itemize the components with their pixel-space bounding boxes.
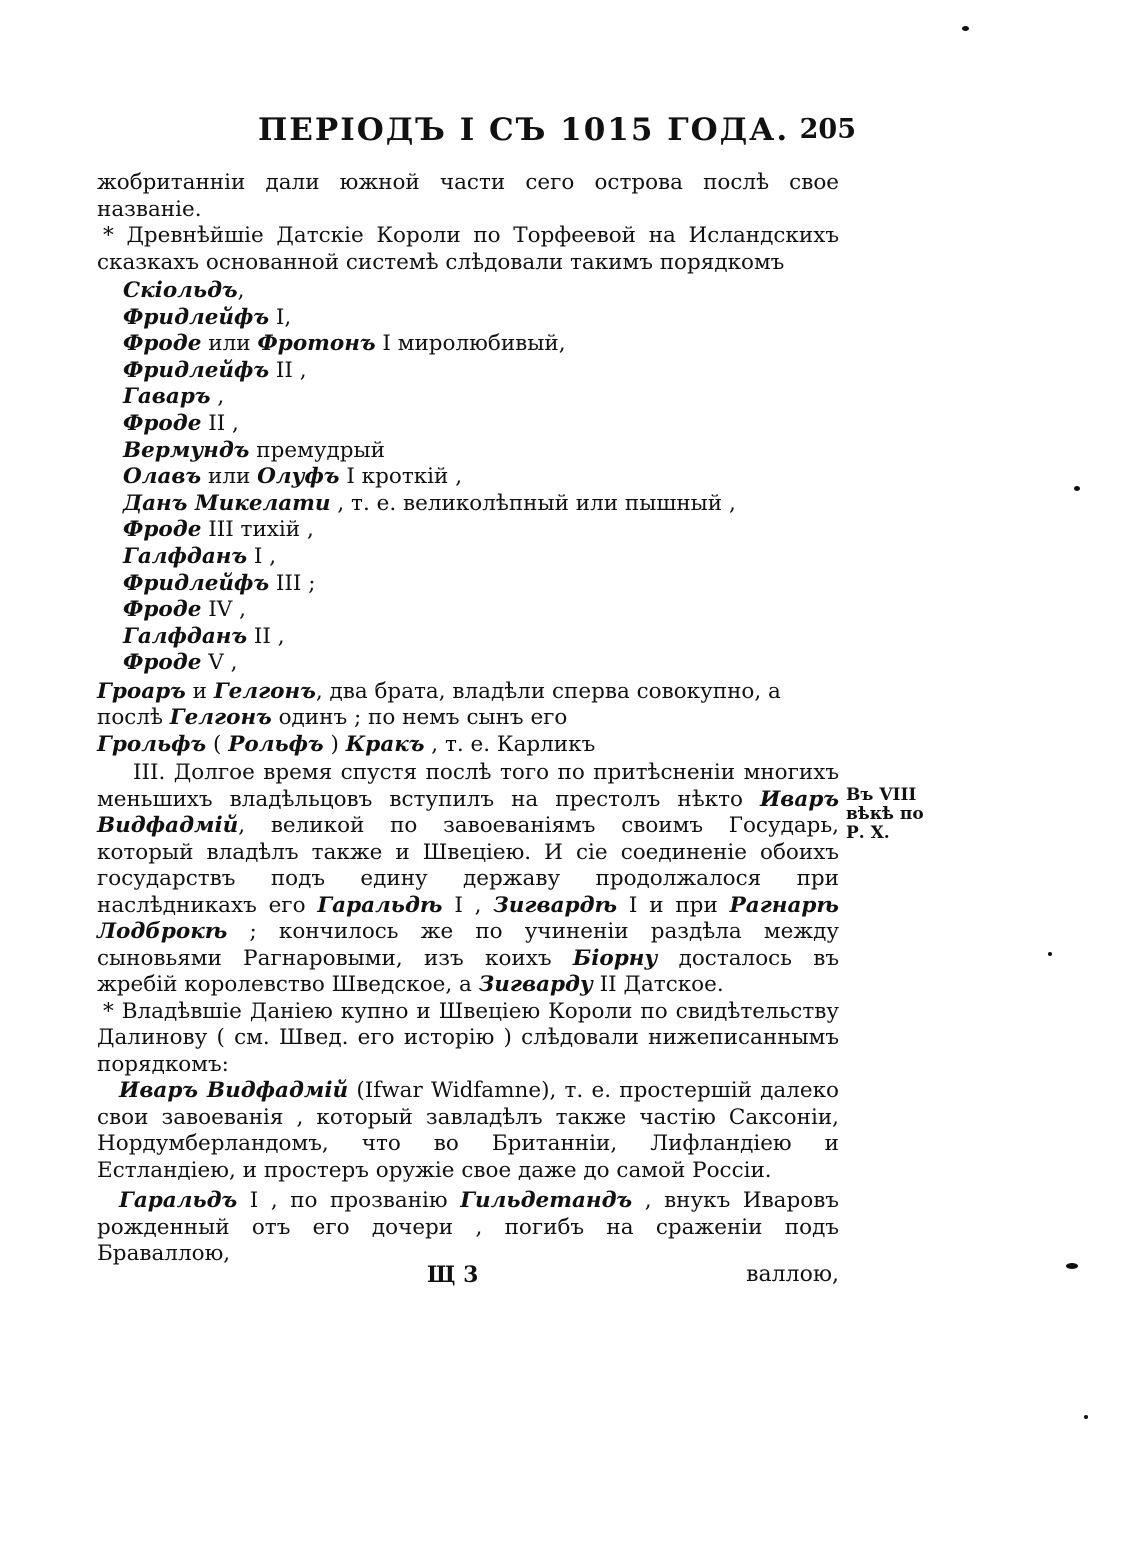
list-item-king: Вермундъ премудрый xyxy=(123,437,385,463)
footnote-danish-kings: * Древнѣйшіе Датскіе Короли по Торфеевой на Исландскихъ сказкахъ основанной системѣ слѣдовали такимъ порядкомъ xyxy=(97,223,839,275)
scan-speck xyxy=(1066,1263,1078,1269)
list-item-king: Фроде III тихій , xyxy=(123,517,314,543)
page-body xyxy=(97,170,839,1268)
list-item-grolf-krak: Грольфъ ( Рольфъ ) Кракъ , т. е. Карликъ xyxy=(97,731,596,757)
page-footer xyxy=(97,1262,839,1292)
list-item-king: Данъ Микелати , т. е. великолѣпный или пышный , xyxy=(123,490,736,516)
kings-list xyxy=(123,278,839,677)
footnote-dalin-list: * Владѣвшіе Даніею купно и Швеціею Короли по свидѣтельству Далинову ( см. Швед. его исторію ) слѣдовали нижеписаннымъ порядкомъ: xyxy=(97,998,839,1077)
margin-note-century: Въ VIII вѣкѣ по Р. Х. xyxy=(846,785,924,843)
list-item-king: Фроде IV , xyxy=(123,597,246,623)
list-item-king: Галфданъ I , xyxy=(123,543,277,569)
scan-speck xyxy=(1048,952,1052,956)
page-number: 205 xyxy=(799,114,856,145)
signature-mark: Щ 3 xyxy=(427,1262,479,1288)
page-header xyxy=(96,112,856,152)
list-item-king: Фроде II , xyxy=(123,410,239,436)
paragraph-section-iii: III. Долгое время спустя послѣ того по притѣсненіи многихъ меньшихъ владѣльцовъ вступилъ на престолъ нѣкто Иваръ Видфадмій, великой по завоеваніямъ своимъ Государь, который владѣлъ также и Швеціею. И сіе соединеніе обоихъ государствъ подъ едину державу продолжалося при наслѣдникахъ его Гаральдѣ I , Зигвардѣ I и при Рагнарѣ Лодброкѣ ; кончилось же по учиненіи раздѣла между сыновьями Рагнаровыми, изъ коихъ Біорну досталось въ жребій королевство Шведское, а Зигварду II Датское. xyxy=(97,760,839,998)
scan-speck xyxy=(962,26,969,31)
entry-ivar: Иваръ Видфадмій (Ifwar Widfamne), т. е. простершій далеко свои завоеванія , который завладѣлъ также частію Саксоніи, Нордумберландомъ, что во Британніи, Лифландіею и Естландіею, и простеръ оружіе свое даже до самой Россіи. xyxy=(97,1078,840,1183)
scan-speck xyxy=(1084,1415,1088,1419)
entry-harald: Гаральдъ I , по прозванію Гильдетандъ , внукъ Иваровъ рожденный отъ его дочери , погибъ на сраженіи подъ Браваллою, xyxy=(97,1188,839,1267)
list-item-king: Фридлейфъ III ; xyxy=(123,570,316,596)
scan-speck xyxy=(1074,486,1080,491)
list-item-king: Олавъ или Олуфъ I кроткій , xyxy=(123,464,463,490)
list-item-king: Галфданъ II , xyxy=(123,623,285,649)
list-item-king: Фроде или Фротонъ I миролюбивый, xyxy=(123,331,566,357)
list-item-groar-helgon: Гроаръ и Гелгонъ, два брата, владѣли сперва совокупно, а послѣ Гелгонъ одинъ ; по немъ сынъ его xyxy=(97,678,781,731)
list-item-king: Фридлейфъ I, xyxy=(123,304,292,330)
list-item-king: Гаваръ , xyxy=(123,384,225,410)
list-item-king: Скіольдъ, xyxy=(123,278,245,303)
list-item-king: Фридлейфъ II , xyxy=(123,357,307,383)
list-item-king: Фроде V , xyxy=(123,650,238,676)
paragraph-continuation: жобританніи дали южной части сего острова послѣ свое названіе. xyxy=(97,170,839,222)
catchword: валлою, xyxy=(746,1262,839,1287)
running-title: ПЕРІОДЪ І СЪ 1015 ГОДА. xyxy=(258,112,790,148)
